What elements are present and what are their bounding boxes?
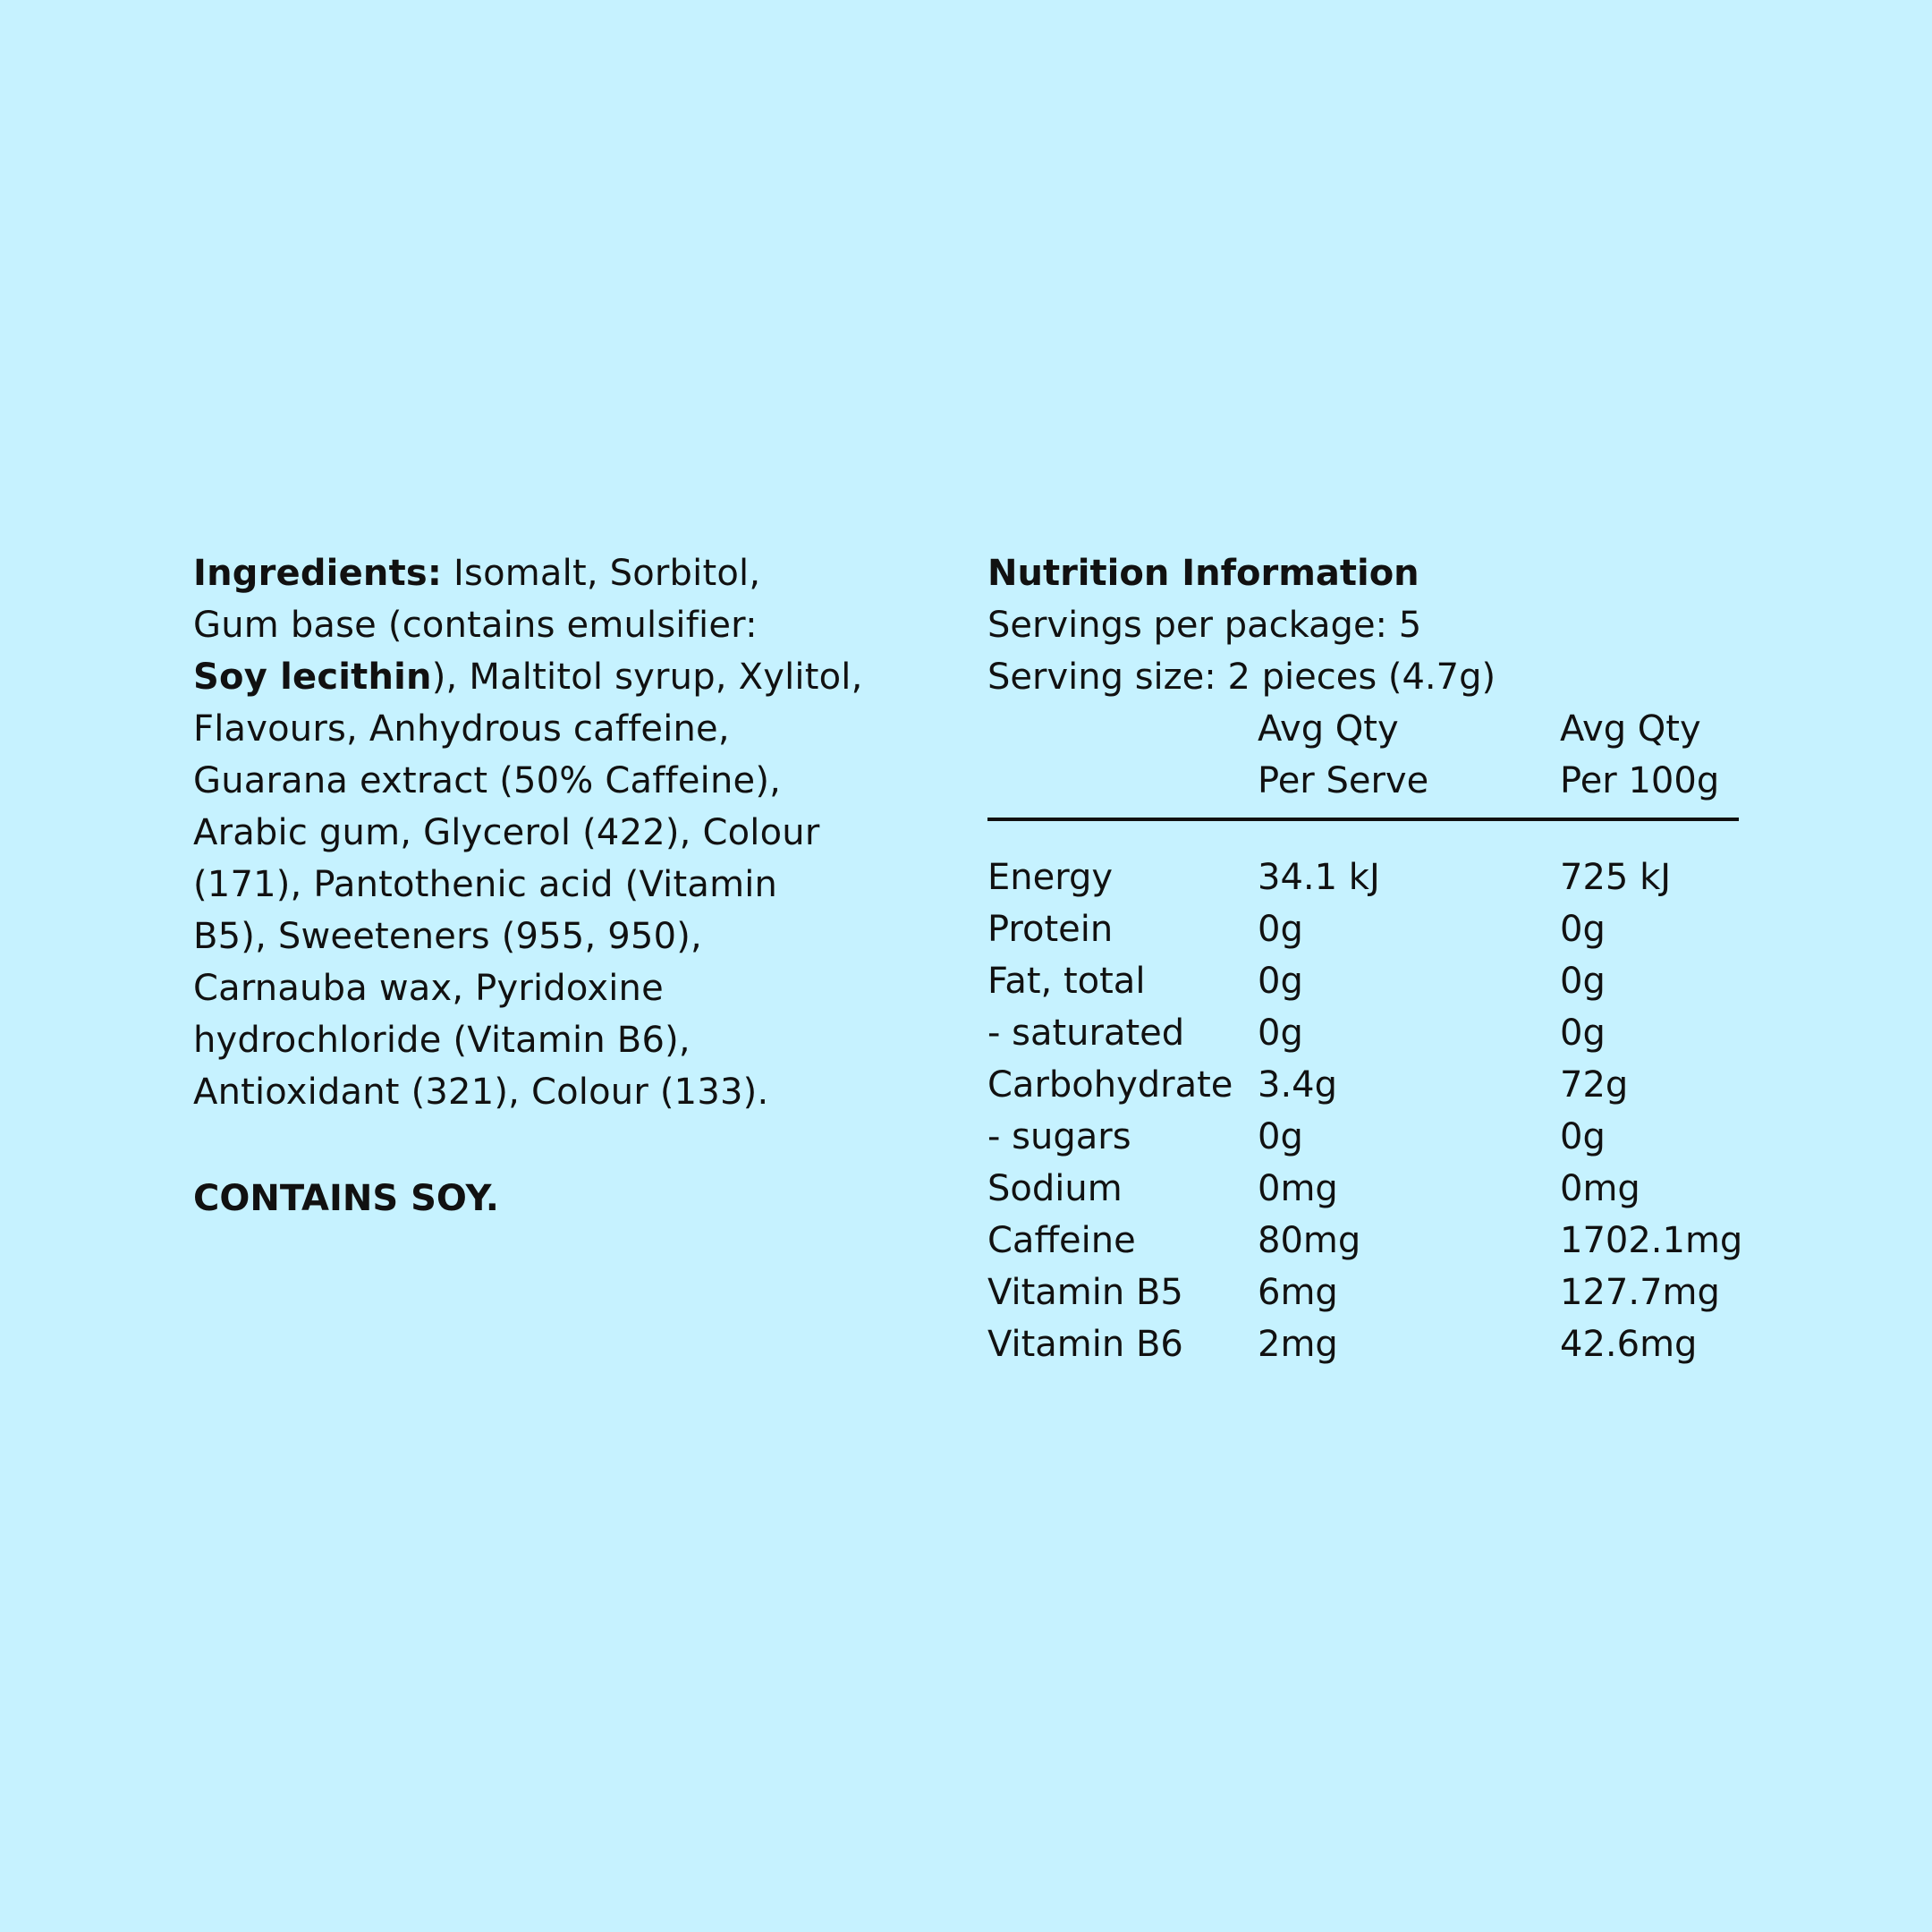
nutrient-per-100g: 725 kJ [1560, 857, 1672, 898]
nutrient-name: Vitamin B5 [987, 1272, 1183, 1313]
nutrient-per-100g: 0g [1560, 961, 1606, 1002]
nutrient-per-100g: 72g [1560, 1064, 1629, 1106]
nutrient-table [987, 852, 1741, 1370]
ingredients-line: hydrochloride (Vitamin B6), [193, 1020, 691, 1061]
ingredients-line: Antioxidant (321), Colour (133). [193, 1072, 769, 1113]
nutrient-name: Protein [987, 909, 1114, 950]
allergen-highlight: Soy lecithin [193, 657, 432, 698]
nutrient-per-100g: 0mg [1560, 1168, 1640, 1209]
ingredients-line: Carnauba wax, Pyridoxine [193, 968, 664, 1009]
ingredients-line: Soy lecithin), Maltitol syrup, Xylitol, [193, 657, 863, 698]
ingredients-line: Arabic gum, Glycerol (422), Colour [193, 812, 820, 853]
nutrient-per-serve: 3.4g [1258, 1064, 1338, 1106]
nutrition-panel [987, 547, 1741, 1370]
nutrient-per-serve: 34.1 kJ [1258, 857, 1380, 898]
serving-size: Serving size: 2 pieces (4.7g) [987, 657, 1496, 698]
nutrient-per-100g: 1702.1mg [1560, 1220, 1743, 1261]
nutrient-row [987, 1318, 1741, 1370]
ingredients-heading: Ingredients: [193, 553, 443, 594]
nutrient-row [987, 852, 1741, 903]
nutrition-title: Nutrition Information [987, 553, 1419, 594]
ingredients-line: Guarana extract (50% Caffeine), [193, 760, 782, 801]
nutrient-per-serve: 0g [1258, 909, 1303, 950]
header-divider [987, 818, 1739, 821]
nutrient-per-serve: 6mg [1258, 1272, 1338, 1313]
nutrient-name: Fat, total [987, 961, 1146, 1002]
nutrient-per-100g: 127.7mg [1560, 1272, 1720, 1313]
nutrient-row [987, 1163, 1741, 1215]
nutrient-row [987, 1215, 1741, 1267]
nutrient-name: Caffeine [987, 1220, 1136, 1261]
column-header-row [987, 703, 1741, 755]
header-per-serve-line2: Per Serve [1258, 760, 1429, 801]
column-header-row [987, 755, 1741, 807]
nutrient-name: Carbohydrate [987, 1064, 1233, 1106]
nutrient-per-100g: 0g [1560, 1116, 1606, 1157]
nutrient-row [987, 903, 1741, 955]
ingredients-block [193, 547, 891, 1118]
nutrient-row [987, 955, 1741, 1007]
nutrient-per-serve: 0g [1258, 1013, 1303, 1054]
nutrient-name: Vitamin B6 [987, 1324, 1183, 1365]
nutrient-per-100g: 0g [1560, 1013, 1606, 1054]
nutrient-row [987, 1059, 1741, 1111]
ingredients-line: Ingredients: Isomalt, Sorbitol, [193, 553, 761, 594]
nutrient-per-serve: 80mg [1258, 1220, 1361, 1261]
nutrient-per-serve: 0g [1258, 961, 1303, 1002]
header-per-100g-line1: Avg Qty [1560, 708, 1701, 750]
header-per-100g-line2: Per 100g [1560, 760, 1720, 801]
nutrient-row [987, 1111, 1741, 1163]
nutrient-name: Sodium [987, 1168, 1123, 1209]
nutrient-per-serve: 2mg [1258, 1324, 1338, 1365]
nutrient-name: - sugars [987, 1116, 1131, 1157]
allergen-statement: CONTAINS SOY. [193, 1178, 499, 1219]
nutrient-per-100g: 42.6mg [1560, 1324, 1698, 1365]
servings-per-package: Servings per package: 5 [987, 605, 1422, 646]
ingredients-line: Gum base (contains emulsifier: [193, 605, 758, 646]
nutrient-row [987, 1007, 1741, 1059]
nutrient-per-serve: 0g [1258, 1116, 1303, 1157]
nutrient-per-100g: 0g [1560, 909, 1606, 950]
ingredients-line: B5), Sweeteners (955, 950), [193, 916, 702, 957]
nutrient-row [987, 1267, 1741, 1318]
nutrient-name: Energy [987, 857, 1114, 898]
nutrient-per-serve: 0mg [1258, 1168, 1338, 1209]
ingredients-line: Flavours, Anhydrous caffeine, [193, 708, 730, 750]
nutrient-name: - saturated [987, 1013, 1185, 1054]
ingredients-line: (171), Pantothenic acid (Vitamin [193, 864, 778, 905]
header-per-serve-line1: Avg Qty [1258, 708, 1399, 750]
